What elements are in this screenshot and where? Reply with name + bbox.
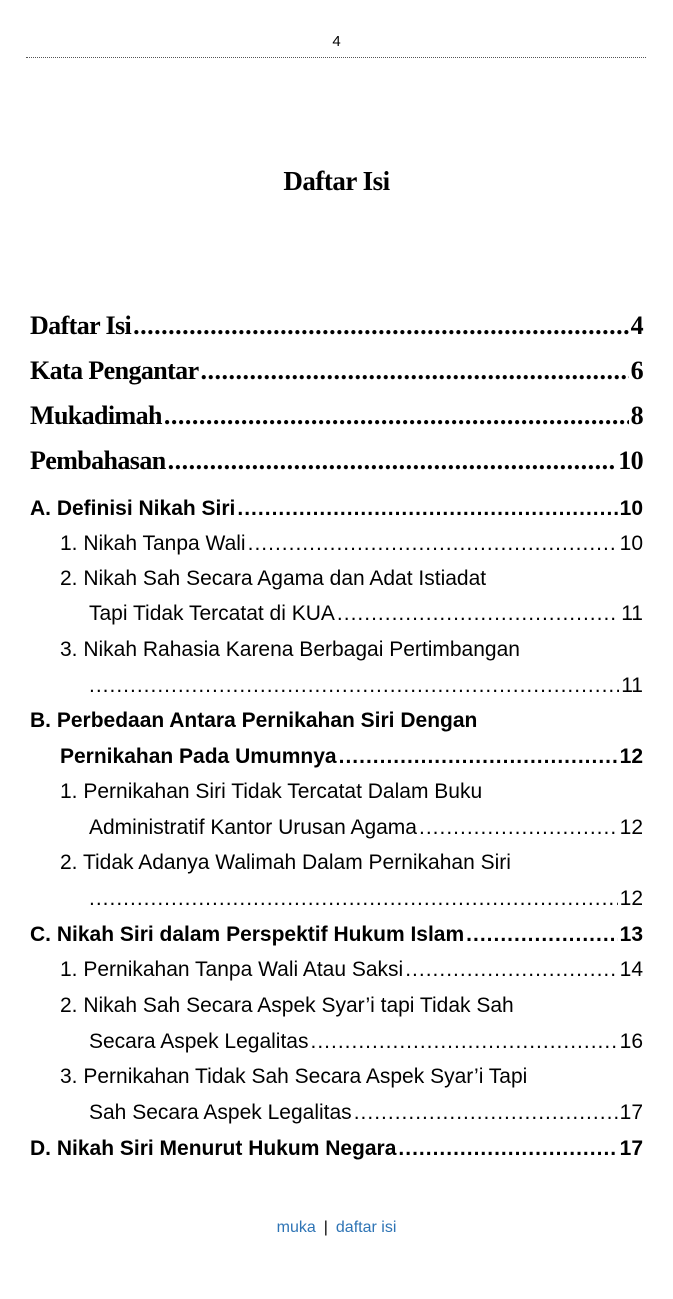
dot-leader [339,745,618,769]
dot-leader [337,602,619,626]
toc-item-c3-line1[interactable]: 3. Pernikahan Tidak Sah Secara Aspek Syar’i Tapi [60,1065,528,1088]
toc-page-number: 17 [619,1137,643,1160]
toc-item-b1[interactable] [0,816,673,840]
toc-entry-daftar-isi[interactable] [0,311,673,341]
toc-entry-label: Secara Aspek Legalitas [89,1030,309,1053]
toc-section-c[interactable] [0,923,673,947]
dot-leader [354,1101,618,1125]
footer-separator: | [323,1219,328,1236]
toc-page-number: 13 [619,923,643,946]
footer-nav [0,1219,673,1237]
toc-page-number: 10 [618,446,643,475]
toc-section-b[interactable] [0,745,673,769]
toc-entry-kata-pengantar[interactable] [0,356,673,386]
toc-item-a3[interactable] [0,674,673,698]
toc-item-a3-line1[interactable]: 3. Nikah Rahasia Karena Berbagai Pertimbangan [60,638,520,661]
toc-page-number: 11 [621,674,643,697]
toc-section-a[interactable] [0,497,673,521]
toc-page-number: 4 [630,311,643,340]
toc-item-a2[interactable] [0,602,673,626]
daftar-isi-link[interactable]: daftar isi [335,1219,397,1236]
dot-leader [237,497,617,521]
dot-leader [164,401,629,431]
dot-leader [133,311,628,341]
dot-leader [419,816,618,840]
toc-entry-label: 1. Pernikahan Tanpa Wali Atau Saksi [60,958,404,981]
toc-item-c2[interactable] [0,1030,673,1054]
dot-leader [398,1137,617,1161]
toc-entry-pembahasan[interactable] [0,446,673,476]
dot-leader [310,1030,617,1054]
toc-item-b2-line1[interactable]: 2. Tidak Adanya Walimah Dalam Pernikahan Siri [60,851,511,874]
toc-page-number: 11 [621,602,643,625]
muka-link[interactable]: muka [276,1219,316,1236]
toc-entry-label: Sah Secara Aspek Legalitas [89,1101,352,1124]
dot-leader [248,532,618,556]
toc-entry-label: Tapi Tidak Tercatat di KUA [89,602,335,625]
toc-item-b2[interactable] [0,887,673,911]
toc-entry-label: Administratif Kantor Urusan Agama [89,816,417,839]
toc-entry-mukadimah[interactable] [0,401,673,431]
toc-entry-label: Daftar Isi [30,311,132,340]
toc-item-c3[interactable] [0,1101,673,1125]
toc-entry-label: D. Nikah Siri Menurut Hukum Negara [30,1137,397,1160]
toc-section-d[interactable] [0,1137,673,1161]
toc-item-c1[interactable] [0,958,673,982]
dot-leader [89,674,619,698]
toc-entry-label: Mukadimah [30,401,162,430]
header-divider [26,57,646,58]
toc-entry-label: 1. Nikah Tanpa Wali [60,532,246,555]
toc-page-number: 10 [619,497,643,520]
toc-item-a2-line1[interactable]: 2. Nikah Sah Secara Agama dan Adat Istiadat [60,567,487,590]
toc-entry-label: Pembahasan [30,446,166,475]
toc-page-number: 16 [619,1030,643,1053]
toc-entry-label: Pernikahan Pada Umumnya [60,745,337,768]
toc-entry-label: Kata Pengantar [30,356,199,385]
toc-page-number: 12 [619,887,643,910]
toc-entry-label: A. Definisi Nikah Siri [30,497,236,520]
page-title: Daftar Isi [283,166,390,196]
toc-page-number: 17 [619,1101,643,1124]
toc-page-number: 10 [619,532,643,555]
dot-leader [89,887,618,911]
dot-leader [405,958,617,982]
dot-leader [168,446,617,476]
toc-page-number: 8 [630,401,643,430]
toc-page-number: 12 [619,745,643,768]
toc-section-b-line1[interactable]: B. Perbedaan Antara Pernikahan Siri Dengan [30,709,478,732]
toc-item-a1[interactable] [0,532,673,556]
toc-item-c2-line1[interactable]: 2. Nikah Sah Secara Aspek Syar’i tapi Tidak Sah [60,994,514,1017]
dot-leader [466,923,617,947]
toc-item-b1-line1[interactable]: 1. Pernikahan Siri Tidak Tercatat Dalam Buku [60,780,483,803]
toc-entry-label: C. Nikah Siri dalam Perspektif Hukum Islam [30,923,465,946]
toc-page-number: 14 [619,958,643,981]
toc-page-number: 6 [630,356,643,385]
page-number: 4 [332,33,341,50]
dot-leader [201,356,629,386]
toc-page-number: 12 [619,816,643,839]
